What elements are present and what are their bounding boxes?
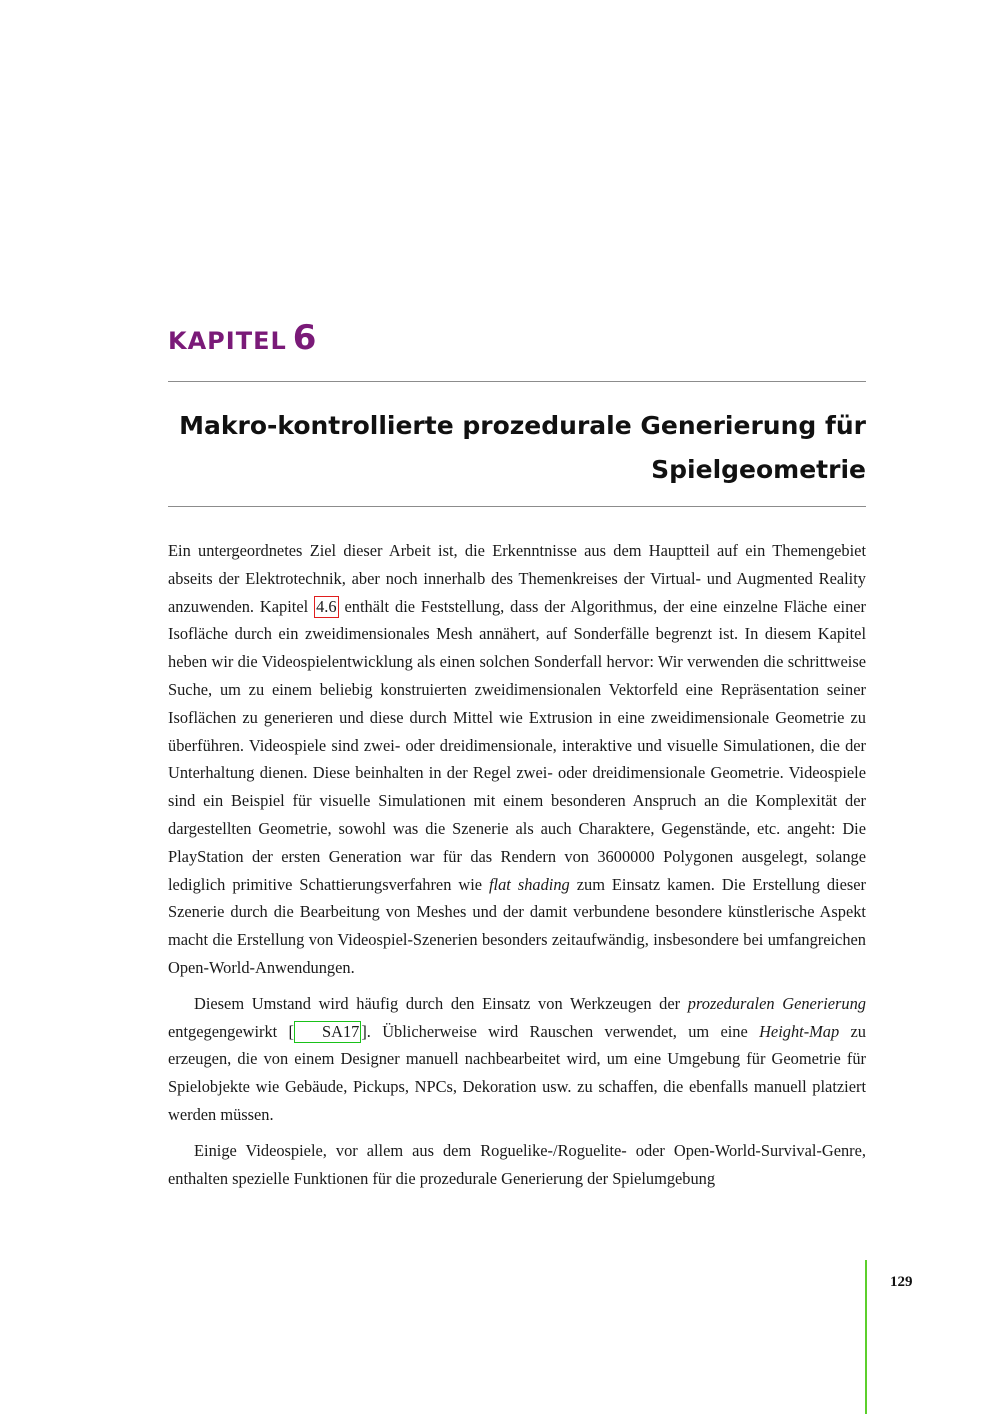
paragraph-2-emphasis-2: Height-Map xyxy=(759,1021,840,1041)
paragraph-1-text-b: enthält die Feststellung, dass der Algorithmus, der eine einzelne Fläche einer Isofläche durch ein zweidimensionales Mesh annähert, auf Sonderfälle begrenzt ist. In diesem Kapitel heben wir die Videospielentwicklung als einen solchen Sonderfall hervor: Wir verwenden die schrittweise Suche, um zu einem beliebig konstruierten zweidimensionalen Vektorfeld eine Repräsentation seiner Isoflächen zu generieren und diese durch Mittel wie Extrusion in eine zweidimensionale Geometrie zu überführen. Videospiele sind zwei- oder dreidimensionale, interaktive und visuelle Simulationen, die der Unterhaltung dienen. Diese beinhalten in der Regel zwei- oder dreidimensionale Geometrie. Videospiele sind ein Beispiel für visuelle Simulationen mit einem besonderen Anspruch an die Komplexität der dargestellten Geometrie, sowohl was die Szenerie als auch Charaktere, Gegenstände, etc. angeht: Die PlayStation der ersten Generation war für das Rendern von 3600000 Polygonen ausgelegt, solange lediglich primitive Schattierungsverfahren wie xyxy=(168,596,866,894)
paragraph-1-emphasis: flat shading xyxy=(489,874,570,894)
paragraph-1-text-c: zum Einsatz kamen. Die Erstellung dieser Szenerie durch die Bearbeitung von Meshes und der damit verbundene besondere künstlerische Aspekt macht die Erstellung von Videospiel-Szenerien besonders zeitaufwändig, insbesondere bei umfangreichen Open-World-Anwendungen. xyxy=(168,874,866,977)
chapter-rule-bottom xyxy=(168,506,866,507)
paragraph-1 xyxy=(168,537,866,982)
chapter-title-line-2: Spielgeometrie xyxy=(651,455,866,484)
paragraph-2-text-c: ]. Üblicherweise wird Rauschen verwendet, um eine xyxy=(361,1021,760,1041)
paragraph-2 xyxy=(168,990,866,1129)
citation-link[interactable]: SA17 xyxy=(294,1021,361,1043)
chapter-title-line-1: Makro-kontrollierte prozedurale Generierung für xyxy=(179,411,866,440)
chapter-number: 6 xyxy=(292,318,318,358)
body-text xyxy=(168,537,866,1200)
chapter-rule-top xyxy=(168,381,866,382)
paragraph-1-text-a: Ein untergeordnetes Ziel dieser Arbeit ist, die Erkenntnisse aus dem Hauptteil auf ein Themengebiet abseits der Elektrotechnik, aber noch innerhalb des Themenkreises der Virtual- und Augmented Reality anzuwenden. Kapitel xyxy=(168,541,866,616)
chapter-title xyxy=(168,404,866,492)
paragraph-2-text-d: zu erzeugen, die von einem Designer manuell nachbearbeitet wird, um eine Umgebung für Geometrie für Spielobjekte wie Gebäude, Pickups, NPCs, Dekoration usw. zu schaffen, die ebenfalls manuell platziert werden müssen. xyxy=(168,1021,866,1124)
chapter-label-word: KAPITEL xyxy=(168,327,287,355)
paragraph-2-text-b: entgegengewirkt [ xyxy=(168,1021,294,1041)
paragraph-2-emphasis-1: prozeduralen Generierung xyxy=(687,993,867,1013)
page-number: 129 xyxy=(890,1274,913,1290)
paragraph-3: Einige Videospiele, vor allem aus dem Roguelike-/Roguelite- oder Open-World-Survival-Genre, enthalten spezielle Funktionen für die prozedurale Generierung der Spielumgebung xyxy=(168,1140,866,1188)
margin-thumb-bar xyxy=(865,1260,867,1414)
section-reference-link[interactable]: 4.6 xyxy=(316,596,337,616)
chapter-label xyxy=(168,318,317,358)
paragraph-2-text-a: Diesem Umstand wird häufig durch den Einsatz von Werkzeugen der xyxy=(194,993,688,1013)
